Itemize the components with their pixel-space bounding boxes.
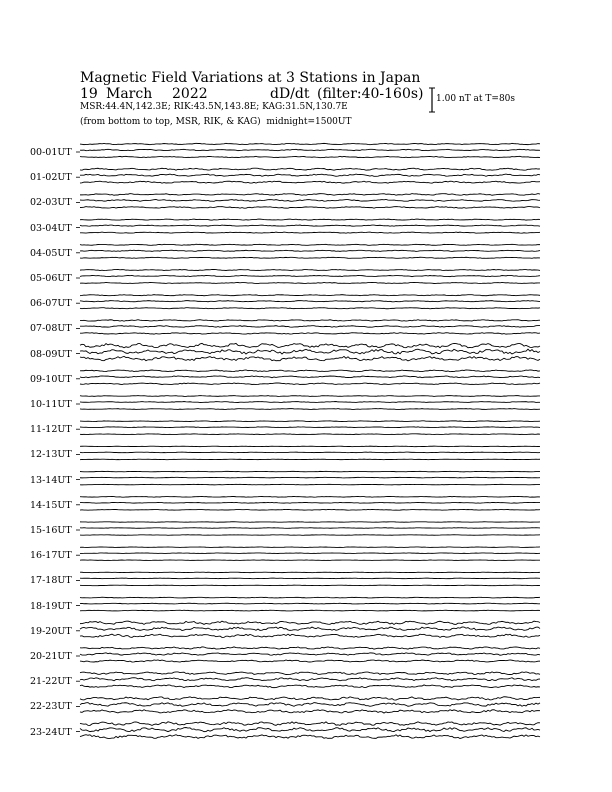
trace-kag — [80, 647, 540, 649]
trace-rik — [80, 275, 540, 276]
hour-label: 00-01UT — [30, 147, 72, 158]
trace-kag — [80, 621, 540, 624]
hour-label: 02-03UT — [30, 197, 72, 209]
trace-kag — [80, 219, 540, 220]
trace-kag — [80, 722, 540, 726]
hour-label: 08-09UT — [30, 348, 72, 360]
trace-rik — [80, 301, 540, 302]
trace-kag — [80, 697, 540, 700]
hour-label: 04-05UT — [30, 247, 72, 259]
trace-kag — [80, 343, 540, 347]
date-month: March — [106, 86, 153, 102]
trace-kag — [80, 244, 540, 245]
trace-msr — [80, 459, 540, 460]
trace-rik — [80, 627, 540, 631]
stations-line: MSR:44.4N,142.3E; RIK:43.5N,143.8E; KAG:31.5N,130.7E — [80, 102, 348, 112]
trace-rik — [80, 477, 540, 478]
trace-rik — [80, 250, 540, 251]
trace-kag — [80, 471, 540, 472]
hour-label: 18-19UT — [30, 600, 72, 612]
trace-kag — [80, 547, 540, 548]
trace-kag — [80, 194, 540, 196]
trace-rik — [80, 528, 540, 529]
hour-label: 17-18UT — [30, 575, 72, 587]
trace-rik — [80, 402, 540, 403]
trace-kag — [80, 522, 540, 523]
trace-kag — [80, 370, 540, 372]
trace-rik — [80, 603, 540, 604]
trace-rik — [80, 174, 540, 176]
trace-rik — [80, 578, 540, 579]
hour-label: 21-22UT — [30, 676, 72, 688]
trace-rik — [80, 199, 540, 201]
hour-label: 09-10UT — [30, 373, 72, 385]
trace-kag — [80, 446, 540, 447]
hour-label: 03-04UT — [30, 222, 72, 234]
order-text: (from bottom to top, MSR, RIK, & KAG) — [80, 117, 261, 127]
hour-label: 06-07UT — [30, 298, 72, 310]
filter-label: (filter:40-160s) — [317, 86, 424, 102]
trace-msr — [80, 610, 540, 611]
trace-msr — [80, 383, 540, 385]
trace-msr — [80, 509, 540, 510]
trace-msr — [80, 434, 540, 435]
scale-label: 1.00 nT at T=80s — [436, 94, 516, 104]
trace-rik — [80, 452, 540, 453]
hour-label: 14-15UT — [30, 499, 72, 511]
trace-kag — [80, 421, 540, 422]
trace-msr — [80, 685, 540, 688]
trace-rik — [80, 553, 540, 554]
trace-kag — [80, 597, 540, 598]
trace-msr — [80, 660, 540, 662]
trace-msr — [80, 484, 540, 485]
hour-label: 20-21UT — [30, 651, 72, 662]
hour-label: 01-02UT — [30, 172, 72, 184]
trace-msr — [80, 156, 540, 157]
trace-rik — [80, 653, 540, 655]
trace-msr — [80, 356, 540, 360]
hour-label: 22-23UT — [30, 701, 72, 713]
trace-kag — [80, 295, 540, 296]
trace-msr — [80, 308, 540, 309]
trace-kag — [80, 320, 540, 321]
hour-label: 11-12UT — [30, 424, 72, 436]
trace-kag — [80, 143, 540, 144]
hour-label: 15-16UT — [30, 525, 72, 536]
date-year: 2022 — [172, 86, 208, 102]
hour-label: 13-14UT — [30, 474, 72, 486]
trace-msr — [80, 735, 540, 739]
trace-msr — [80, 257, 540, 258]
midnight-note: midnight=1500UT — [266, 117, 352, 127]
trace-msr — [80, 207, 540, 209]
trace-msr — [80, 409, 540, 410]
quantity-label: dD/dt — [270, 86, 310, 102]
trace-rik — [80, 225, 540, 226]
trace-rik — [80, 703, 540, 707]
trace-msr — [80, 535, 540, 536]
trace-rik — [80, 728, 540, 732]
trace-rik — [80, 326, 540, 328]
trace-rik — [80, 678, 540, 681]
trace-rik — [80, 376, 540, 378]
trace-msr — [80, 181, 540, 183]
hour-label: 05-06UT — [30, 273, 72, 284]
trace-kag — [80, 396, 540, 397]
trace-msr — [80, 585, 540, 586]
trace-rik — [80, 502, 540, 503]
trace-msr — [80, 282, 540, 283]
date-day: 19 — [80, 86, 98, 102]
trace-kag — [80, 572, 540, 573]
hour-label: 12-13UT — [30, 449, 72, 461]
trace-kag — [80, 269, 540, 270]
trace-kag — [80, 496, 540, 497]
hour-label: 10-11UT — [30, 399, 72, 410]
trace-msr — [80, 560, 540, 561]
trace-msr — [80, 333, 540, 334]
trace-msr — [80, 232, 540, 233]
hour-label: 07-08UT — [30, 323, 72, 335]
hour-label: 16-17UT — [30, 550, 72, 562]
trace-rik — [80, 149, 540, 150]
trace-msr — [80, 634, 540, 637]
trace-rik — [80, 427, 540, 428]
chart-title: Magnetic Field Variations at 3 Stations in Japan — [80, 70, 421, 86]
hour-label: 23-24UT — [30, 726, 72, 738]
hour-label: 19-20UT — [30, 625, 72, 637]
trace-rik — [80, 349, 540, 354]
trace-msr — [80, 710, 540, 713]
trace-kag — [80, 168, 540, 170]
trace-kag — [80, 672, 540, 675]
